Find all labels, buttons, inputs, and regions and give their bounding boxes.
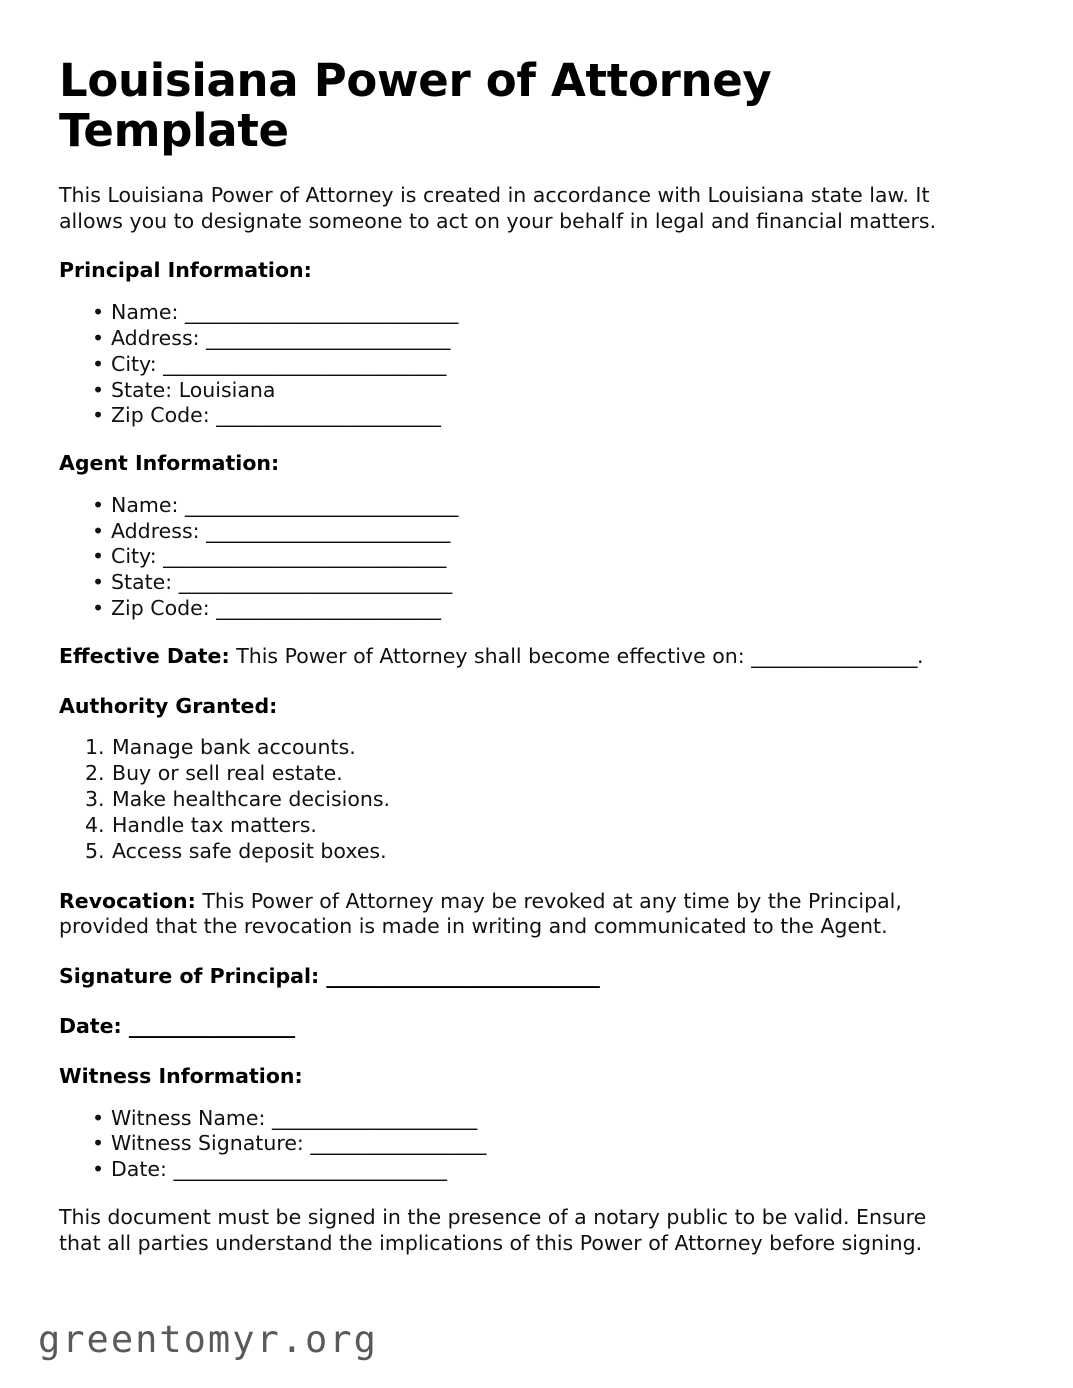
signature-date-blank: _________________: [128, 1014, 295, 1039]
field-blank: __________________: [310, 1131, 486, 1156]
principal-information-list: [59, 300, 971, 429]
list-item: [59, 596, 971, 622]
signature-date-line: [59, 1014, 971, 1040]
witness-information-list: [59, 1106, 971, 1183]
revocation-paragraph: [59, 889, 971, 941]
list-item: [59, 1131, 971, 1157]
field-label: City:: [111, 351, 157, 376]
list-item: [59, 1157, 971, 1183]
field-label: Witness Name:: [111, 1105, 266, 1130]
field-blank: _________________________: [206, 518, 450, 543]
effective-date-trailing: .: [917, 643, 924, 668]
agent-information-list: [59, 493, 971, 622]
list-item: Make healthcare decisions.: [112, 787, 391, 812]
field-label: State:: [111, 570, 173, 595]
list-item: Access safe deposit boxes.: [112, 838, 387, 863]
list-item: [59, 1106, 971, 1132]
field-blank: _________________________: [206, 325, 450, 350]
field-blank: _____________________: [271, 1105, 477, 1130]
field-blank: ____________________________: [178, 570, 452, 595]
field-blank: _______________________: [216, 403, 441, 428]
signature-of-principal-line: [59, 964, 971, 990]
list-item: [59, 519, 971, 545]
field-label: Date:: [111, 1157, 167, 1182]
list-item: [59, 378, 971, 404]
field-blank: ____________________________: [173, 1157, 447, 1182]
list-item: Buy or sell real estate.: [112, 761, 343, 786]
agent-information-heading: Agent Information:: [59, 451, 280, 476]
signature-of-principal-blank: ____________________________: [326, 964, 600, 989]
closing-paragraph: This document must be signed in the presence of a notary public to be valid. Ensure that all parties understand the implications of this Power of Attorney before signing.: [59, 1204, 927, 1255]
field-label: Name:: [111, 492, 179, 517]
list-item: Handle tax matters.: [112, 812, 317, 837]
field-label: Zip Code:: [111, 596, 210, 621]
field-label: Zip Code:: [111, 403, 210, 428]
field-label: Witness Signature:: [111, 1131, 304, 1156]
signature-date-label: Date:: [59, 1014, 122, 1039]
signature-of-principal-label: Signature of Principal:: [59, 964, 320, 989]
list-item: [59, 570, 971, 596]
field-label: Address:: [111, 518, 200, 543]
effective-date-text: This Power of Attorney shall become effective on:: [236, 643, 745, 668]
list-item: [59, 493, 971, 519]
field-label: Address:: [111, 325, 200, 350]
authority-granted-heading: Authority Granted:: [59, 693, 278, 718]
witness-information-heading: Witness Information:: [59, 1063, 303, 1088]
authority-granted-list: [59, 735, 971, 864]
effective-date-line: [59, 644, 971, 670]
list-item: [59, 300, 971, 326]
field-blank: ____________________________: [184, 492, 458, 517]
revocation-text: This Power of Attorney may be revoked at any time by the Principal, provided that the revocation is made in writing and communicated to the Agent.: [59, 888, 902, 939]
intro-paragraph: This Louisiana Power of Attorney is created in accordance with Louisiana state law. It allows you to designate someone to act on your behalf in legal and financial matters.: [59, 182, 937, 233]
field-blank: _____________________________: [163, 544, 446, 569]
field-label: City:: [111, 544, 157, 569]
field-blank: ____________________________: [184, 300, 458, 325]
list-item: [59, 352, 971, 378]
list-item: [59, 403, 971, 429]
field-label: Name:: [111, 300, 179, 325]
list-item: [59, 326, 971, 352]
field-value: Louisiana: [178, 377, 276, 402]
site-watermark: greentomyr.org: [38, 1318, 378, 1361]
field-blank: _____________________________: [163, 351, 446, 376]
principal-information-heading: Principal Information:: [59, 258, 312, 283]
field-blank: _______________________: [216, 596, 441, 621]
page-title: Louisiana Power of Attorney Template: [59, 54, 772, 158]
document-content: [59, 56, 971, 1281]
list-item: Manage bank accounts.: [112, 735, 356, 760]
list-item: [59, 544, 971, 570]
revocation-label: Revocation:: [59, 888, 196, 913]
effective-date-label: Effective Date:: [59, 643, 230, 668]
field-label: State:: [111, 377, 173, 402]
effective-date-blank: _________________: [751, 643, 917, 668]
